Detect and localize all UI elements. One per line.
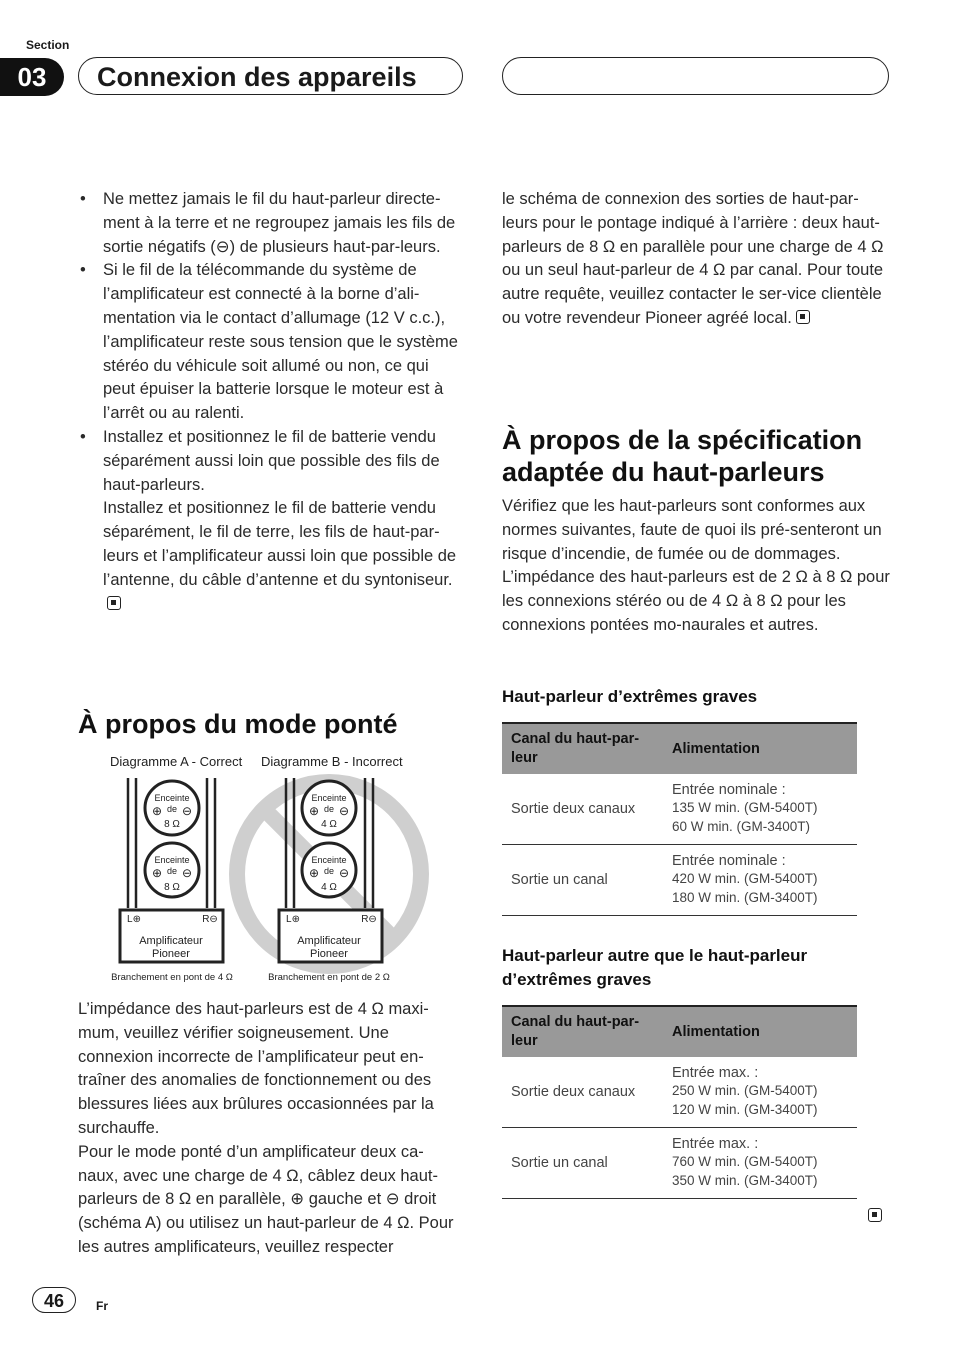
table-cell-power — [663, 1128, 857, 1199]
amp-right-terminal: R⊖ — [361, 914, 377, 925]
left-column-bullets — [78, 188, 463, 616]
table-cell-power — [663, 774, 857, 845]
minus-icon: ⊖ — [181, 804, 193, 818]
table-cell-channel: Sortie deux canaux — [502, 1057, 663, 1128]
table-header-row — [502, 1006, 857, 1057]
bullet-text: Installez et positionnez le fil de batterie vendu séparément aussi loin que possible des fils de haut-parleurs. — [103, 427, 440, 494]
bullet-item: • Si le fil de la télécommande du système de l’amplificateur est connecté à la borne d’ali-mentation via le contact d’allumage (12 V c.c.), l’amplificateur reste sous tension que le système stéréo du véhicule soit allumé ou non, ce qui peut épuiser la batterie lorsque le moteur est à l’arrêt ou au ralenti. — [78, 259, 463, 426]
minus-icon: ⊖ — [181, 866, 193, 880]
speaker-ohm: 8 Ω — [164, 819, 180, 830]
table-row — [502, 1128, 857, 1199]
bridge-paragraph-2: Pour le mode ponté d’un amplificateur deux ca-naux, avec une charge de 4 Ω, câblez deux haut-parleurs de 8 Ω en parallèle, ⊕ gauche et ⊖ droit (schéma A) ou utilisez un haut-parleur de 4 Ω. Pour les autres amplificateurs, veuillez respecter — [78, 1142, 454, 1256]
speaker-label: Enceinte — [311, 793, 347, 803]
speaker-label: Enceinte — [154, 793, 190, 803]
other-speaker-heading: Haut-parleur autre que le haut-parleur d’extrêmes graves — [502, 946, 808, 989]
power-value: 120 W min. (GM-3400T) — [672, 1102, 818, 1117]
end-mark-icon — [107, 596, 121, 610]
diagram-b-title: Diagramme B - Incorrect — [261, 754, 403, 769]
bullet-list — [78, 188, 463, 497]
amp-label: Amplificateur — [297, 935, 361, 947]
plus-icon: ⊕ — [151, 804, 163, 818]
power-value: 760 W min. (GM-5400T) — [672, 1153, 818, 1169]
power-value: 135 W min. (GM-5400T) — [672, 799, 818, 815]
bridge-mode-heading: À propos du mode ponté — [78, 709, 398, 739]
amp-right-terminal: R⊖ — [202, 914, 218, 925]
bullet-item — [78, 426, 463, 497]
end-mark-icon — [868, 1208, 882, 1222]
speaker-label: Enceinte — [311, 855, 347, 865]
power-value: 350 W min. (GM-3400T) — [672, 1173, 818, 1188]
language-code: Fr — [96, 1299, 108, 1313]
page-number: 46 — [32, 1287, 76, 1313]
speaker-label-de: de — [323, 866, 335, 876]
power-value: 180 W min. (GM-3400T) — [672, 890, 818, 905]
power-value: 420 W min. (GM-5400T) — [672, 870, 818, 886]
power-label: Entrée max. : — [672, 1135, 759, 1152]
other-speaker-table — [502, 1005, 857, 1199]
speaker-label: Enceinte — [154, 855, 190, 865]
power-label: Entrée max. : — [672, 1064, 759, 1081]
bridge-paragraph: L’impédance des haut-parleurs est de 4 Ω maxi-mum, veuillez vérifier soigneusement. Une connexion incorrecte de l’amplificateur peut en-traîner des anomalies de fonctionnement ou des blessures liées aux brûlures occasionnées par la surchauffe. — [78, 1000, 434, 1137]
speaker-ohm: 4 Ω — [321, 819, 337, 830]
speaker-label-de: de — [166, 804, 178, 814]
table-header-power: Alimentation — [663, 1006, 857, 1057]
speaker-label-de: de — [166, 866, 178, 876]
table-row — [502, 774, 857, 845]
spec-paragraph: Vérifiez que les haut-parleurs sont conformes aux normes suivantes, faute de quoi ils pré-senteront un risque d’incendie, de fumée ou de dommages. L’impédance des haut-parleurs est de 2 Ω à 8 Ω pour les connexions stéréo ou de 4 Ω à 8 Ω pour les connexions pontées mo-naurales et autres. — [502, 497, 890, 634]
minus-icon: ⊖ — [338, 804, 350, 818]
table-cell-channel: Sortie un canal — [502, 845, 663, 916]
section-title: Connexion des appareils — [78, 57, 463, 95]
speaker-ohm: 4 Ω — [321, 882, 337, 893]
diagram-a-title: Diagramme A - Correct — [110, 754, 243, 769]
power-value: 250 W min. (GM-5400T) — [672, 1082, 818, 1098]
bridge-mode-text — [78, 998, 463, 1260]
amp-label: Amplificateur — [139, 935, 203, 947]
power-label: Entrée nominale : — [672, 852, 786, 869]
continuation-text: le schéma de connexion des sorties de haut-par-leurs pour le pontage indiqué à l’arrière : deux haut-parleurs de 8 Ω en parallèle pour une charge de 4 Ω ou un seul haut-parleur de 4 Ω par canal. Pour toute autre requête, veuillez contacter le ser-vice clientèle ou votre revendeur Pioneer agréé local. — [502, 190, 884, 327]
table-header-channel: Canal du haut-par-leur — [502, 1006, 663, 1057]
table-cell-channel: Sortie deux canaux — [502, 774, 663, 845]
bullet-continuation — [78, 497, 463, 616]
table-cell-channel: Sortie un canal — [502, 1128, 663, 1199]
table-header-row — [502, 723, 857, 774]
speaker-label-de: de — [323, 804, 335, 814]
spec-heading: À propos de la spécification adaptée du haut-parleurs — [502, 425, 863, 487]
amp-left-terminal: L⊕ — [127, 914, 141, 925]
plus-icon: ⊕ — [151, 866, 163, 880]
table-row — [502, 845, 857, 916]
minus-icon: ⊖ — [338, 866, 350, 880]
table-header-power: Alimentation — [663, 723, 857, 774]
amp-left-terminal: L⊕ — [286, 914, 300, 925]
subwoofer-heading: Haut-parleur d’extrêmes graves — [502, 687, 758, 706]
amp-label: Pioneer — [152, 948, 190, 960]
table-cell-power — [663, 1057, 857, 1128]
speaker-ohm: 8 Ω — [164, 882, 180, 893]
continuation-paragraph — [502, 188, 890, 331]
section-label: Section — [26, 38, 70, 52]
table-header-channel: Canal du haut-par-leur — [502, 723, 663, 774]
plus-icon: ⊕ — [308, 866, 320, 880]
table-cell-power — [663, 845, 857, 916]
subwoofer-table — [502, 722, 857, 916]
section-right-box — [502, 57, 889, 95]
end-mark-icon — [796, 310, 810, 324]
bullet-continuation-text: Installez et positionnez le fil de batterie vendu séparément, le fil de terre, les fils de haut-par-leurs et l’amplificateur aussi loin que possible de l’antenne, du câble d’antenne et du syntoniseur. — [103, 499, 457, 589]
bullet-item: • Ne mettez jamais le fil du haut-parleur directe-ment à la terre et ne regroupez jamais les fils de sortie négatifs (⊖) de plusieurs haut-par-leurs. — [78, 188, 463, 259]
amp-label: Pioneer — [310, 948, 348, 960]
power-value: 60 W min. (GM-3400T) — [672, 819, 811, 834]
section-number: 03 — [0, 58, 64, 96]
diagram-a-caption: Branchement en pont de 4 Ω — [111, 972, 233, 983]
power-label: Entrée nominale : — [672, 781, 786, 798]
bridge-diagram — [100, 750, 440, 990]
table-row — [502, 1057, 857, 1128]
right-continuation — [502, 188, 890, 331]
plus-icon: ⊕ — [308, 804, 320, 818]
diagram-b-caption: Branchement en pont de 2 Ω — [268, 972, 390, 983]
